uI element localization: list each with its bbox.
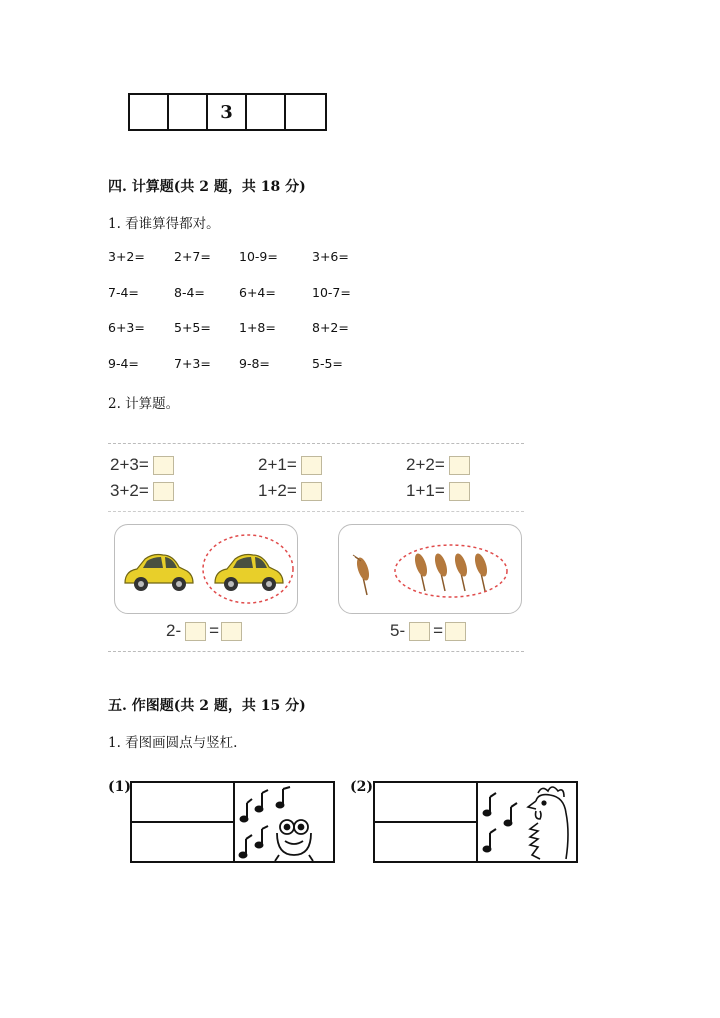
wheat-panel	[338, 524, 522, 614]
number-strip	[128, 93, 327, 131]
answer-box[interactable]	[445, 622, 466, 641]
car-illustration	[115, 525, 299, 615]
dashed-ellipse	[395, 545, 507, 597]
equation-text: 2-	[166, 621, 182, 640]
strip-cell: 3	[208, 95, 247, 129]
equation-text: 5-	[390, 621, 406, 640]
answer-box[interactable]	[301, 482, 322, 501]
equation-text: 3+2=	[110, 481, 149, 500]
arithmetic-item: 10-7=	[312, 285, 351, 300]
strip-cell[interactable]	[247, 95, 286, 129]
music-note-icon	[240, 799, 252, 822]
arithmetic-item: 6+3=	[108, 320, 145, 335]
wheat-icon	[353, 555, 371, 595]
rooster-music-picture	[478, 783, 576, 861]
music-note-icon	[255, 790, 268, 812]
box-equation	[258, 481, 322, 501]
arithmetic-item: 2+7=	[174, 249, 211, 264]
drawing-box	[130, 781, 335, 863]
question-1-title: 1. 看图画圆点与竖杠.	[108, 735, 238, 751]
car-icon	[215, 555, 283, 592]
wheat-icon	[473, 552, 490, 591]
arithmetic-item: 8-4=	[174, 285, 205, 300]
arithmetic-item: 10-9=	[239, 249, 278, 264]
question-2-title: 2. 计算题。	[108, 396, 180, 412]
answer-box[interactable]	[185, 622, 206, 641]
arithmetic-item: 5-5=	[312, 356, 343, 371]
box-equation	[406, 455, 470, 475]
box-equation	[258, 455, 322, 475]
wheat-icon	[453, 552, 470, 591]
answer-box[interactable]	[449, 456, 470, 475]
music-note-icon	[239, 835, 252, 858]
wheat-icon	[413, 552, 430, 591]
frog-music-picture	[235, 783, 333, 861]
music-note-icon	[276, 787, 290, 808]
answer-box[interactable]	[449, 482, 470, 501]
arithmetic-item: 7-4=	[108, 285, 139, 300]
arithmetic-item: 7+3=	[174, 356, 211, 371]
section-4-heading: 四. 计算题(共 2 题，共 18 分)	[108, 179, 306, 195]
equals-sign: =	[433, 621, 444, 640]
arithmetic-item: 5+5=	[174, 320, 211, 335]
strip-cell[interactable]	[169, 95, 208, 129]
question-1-title: 1. 看谁算得都对。	[108, 216, 220, 232]
arithmetic-item: 6+4=	[239, 285, 276, 300]
box-equation	[110, 481, 174, 501]
dashed-divider	[108, 511, 524, 512]
equation-text: 1+1=	[406, 481, 445, 500]
strip-cell[interactable]	[130, 95, 169, 129]
bar-answer-area[interactable]	[132, 823, 233, 861]
car-panel	[114, 524, 298, 614]
wheat-icon	[433, 552, 450, 591]
equals-sign: =	[209, 621, 220, 640]
music-note-icon	[483, 793, 496, 816]
car-icon	[125, 555, 193, 592]
answer-box[interactable]	[221, 622, 242, 641]
rooster-icon	[528, 787, 568, 859]
arithmetic-item: 8+2=	[312, 320, 349, 335]
box-equation	[110, 455, 174, 475]
answer-box[interactable]	[153, 456, 174, 475]
equation-text: 2+3=	[110, 455, 149, 474]
arithmetic-item: 3+6=	[312, 249, 349, 264]
music-note-icon	[483, 829, 496, 852]
equation-text: 2+1=	[258, 455, 297, 474]
dot-answer-area[interactable]	[375, 783, 476, 821]
drawing-box	[373, 781, 578, 863]
subtraction-equation	[390, 621, 466, 641]
section-5-heading: 五. 作图题(共 2 题，共 15 分)	[108, 698, 306, 714]
music-note-icon	[255, 826, 268, 848]
answer-box[interactable]	[153, 482, 174, 501]
arithmetic-item: 9-4=	[108, 356, 139, 371]
strip-cell[interactable]	[286, 95, 325, 129]
problem-label: (1)	[108, 779, 131, 795]
music-note-icon	[504, 803, 517, 826]
dashed-divider	[108, 651, 524, 652]
box-equation	[406, 481, 470, 501]
answer-box[interactable]	[409, 622, 430, 641]
dot-answer-area[interactable]	[132, 783, 233, 821]
answer-box[interactable]	[301, 456, 322, 475]
arithmetic-item: 9-8=	[239, 356, 270, 371]
arithmetic-item: 1+8=	[239, 320, 276, 335]
wheat-illustration	[339, 525, 523, 615]
dashed-divider	[108, 443, 524, 444]
equation-text: 1+2=	[258, 481, 297, 500]
equation-text: 2+2=	[406, 455, 445, 474]
frog-icon	[275, 820, 313, 861]
bar-answer-area[interactable]	[375, 823, 476, 861]
subtraction-equation	[166, 621, 242, 641]
arithmetic-item: 3+2=	[108, 249, 145, 264]
problem-label: (2)	[350, 779, 373, 795]
